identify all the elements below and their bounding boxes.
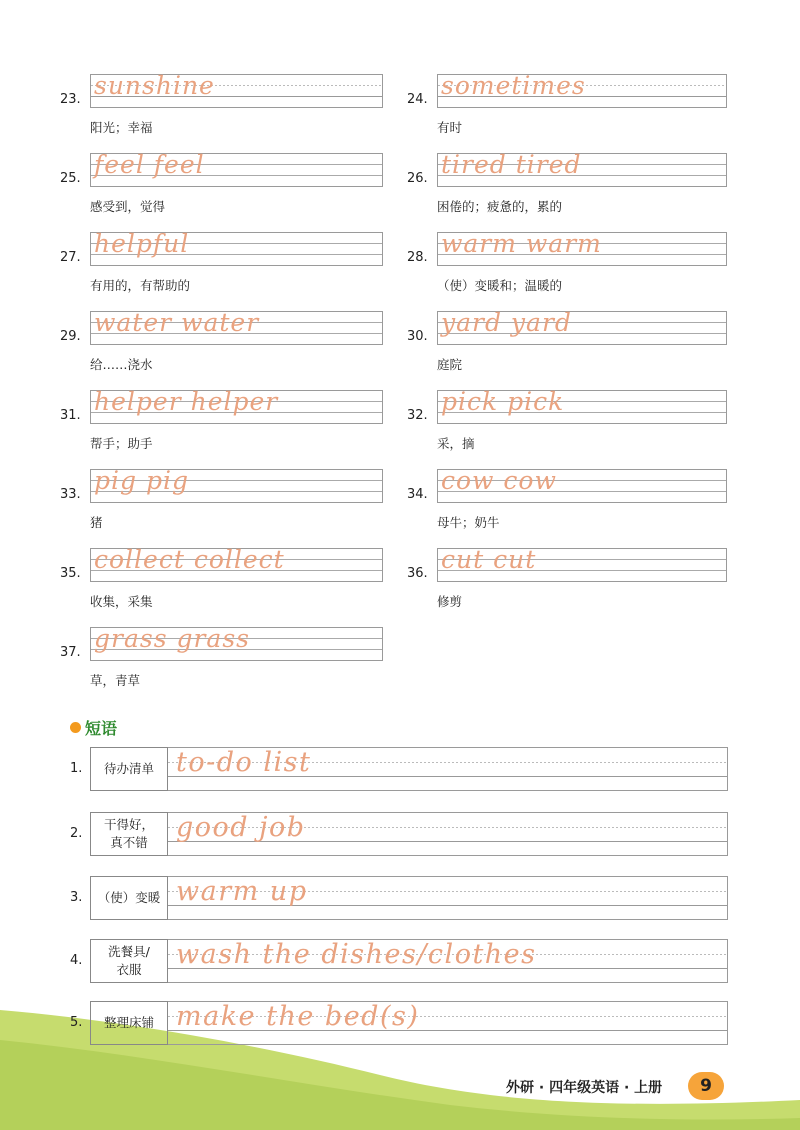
writing-lines — [168, 876, 728, 920]
handwritten-word: helpful — [94, 229, 190, 258]
word-number: 28. — [407, 250, 428, 265]
word-number: 34. — [407, 487, 428, 502]
word-number: 31. — [60, 408, 81, 423]
word-meaning: 采，摘 — [437, 436, 475, 451]
word-item — [407, 308, 737, 383]
writing-lines — [168, 747, 728, 791]
phrase-number: 5. — [70, 1015, 83, 1030]
writing-lines — [90, 71, 383, 108]
writing-lines — [168, 812, 728, 856]
word-item — [60, 545, 390, 620]
word-meaning: 帮手；助手 — [90, 436, 153, 451]
word-item — [60, 466, 390, 541]
writing-lines — [437, 545, 727, 582]
word-meaning: 阳光；幸福 — [90, 120, 153, 135]
writing-lines — [168, 1001, 728, 1045]
word-number: 26. — [407, 171, 428, 186]
word-meaning: 母牛；奶牛 — [437, 515, 500, 530]
phrase-chinese: 干得好， 真不错 — [90, 812, 168, 856]
phrase-chinese: 洗餐具/ 衣服 — [90, 939, 168, 983]
word-meaning: 有时 — [437, 120, 463, 135]
writing-lines — [90, 308, 383, 345]
phrase-chinese: 待办清单 — [90, 747, 168, 791]
word-number: 25. — [60, 171, 81, 186]
writing-lines — [437, 150, 727, 187]
handwritten-phrase: good job — [176, 812, 306, 843]
phrase-chinese: 整理床铺 — [90, 1001, 168, 1045]
word-number: 24. — [407, 92, 428, 107]
word-item — [407, 229, 737, 304]
page-number-badge: 9 — [688, 1072, 724, 1100]
phrase-number: 4. — [70, 953, 83, 968]
writing-lines — [90, 624, 383, 661]
word-meaning: 给……浇水 — [90, 357, 153, 372]
word-meaning: 草，青草 — [90, 673, 141, 688]
word-number: 33. — [60, 487, 81, 502]
handwritten-word: water water — [94, 308, 260, 337]
word-meaning: 修剪 — [437, 594, 463, 609]
handwritten-word: cow cow — [441, 466, 557, 495]
word-item — [60, 387, 390, 462]
section-title: 短语 — [85, 719, 118, 738]
word-item — [60, 229, 390, 304]
phrase-chinese: （使）变暖 — [90, 876, 168, 920]
word-item — [407, 150, 737, 225]
phrase-number: 2. — [70, 826, 83, 841]
handwritten-word: warm warm — [441, 229, 602, 258]
phrase-row — [70, 939, 730, 985]
word-number: 32. — [407, 408, 428, 423]
book-title-footer: 外研 · 四年级英语 · 上册 — [506, 1080, 663, 1096]
handwritten-word: yard yard — [441, 308, 572, 337]
word-item — [60, 624, 390, 699]
phrase-row — [70, 747, 730, 793]
phrase-row — [70, 876, 730, 922]
handwritten-word: pig pig — [94, 466, 189, 495]
word-meaning: 庭院 — [437, 357, 463, 372]
phrase-number: 3. — [70, 890, 83, 905]
handwritten-word: pick pick — [441, 387, 565, 416]
word-number: 36. — [407, 566, 428, 581]
writing-lines — [168, 939, 728, 983]
handwritten-word: sunshine — [94, 71, 215, 100]
word-number: 35. — [60, 566, 81, 581]
phrase-row — [70, 1001, 730, 1047]
handwritten-word: feel feel — [94, 150, 205, 179]
word-number: 29. — [60, 329, 81, 344]
phrase-section-header — [70, 716, 117, 739]
word-meaning: （使）变暖和；温暖的 — [437, 278, 563, 293]
word-number: 30. — [407, 329, 428, 344]
orange-bullet-icon — [70, 722, 81, 733]
word-meaning: 有用的，有帮助的 — [90, 278, 191, 293]
writing-lines — [90, 545, 383, 582]
handwritten-phrase: make the bed(s) — [176, 1001, 420, 1032]
writing-lines — [90, 229, 383, 266]
word-item — [407, 71, 737, 146]
phrase-number: 1. — [70, 761, 83, 776]
word-item — [407, 545, 737, 620]
writing-lines — [437, 466, 727, 503]
word-meaning: 感受到，觉得 — [90, 199, 166, 214]
handwritten-word: sometimes — [441, 71, 586, 100]
writing-lines — [437, 71, 727, 108]
handwritten-phrase: to-do list — [176, 747, 312, 778]
word-meaning: 困倦的；疲惫的，累的 — [437, 199, 563, 214]
writing-lines — [90, 387, 383, 424]
handwritten-word: collect collect — [94, 545, 285, 574]
writing-lines — [90, 150, 383, 187]
writing-lines — [437, 387, 727, 424]
handwritten-phrase: wash the dishes/clothes — [176, 939, 537, 970]
writing-lines — [437, 308, 727, 345]
handwritten-phrase: warm up — [176, 876, 308, 907]
handwritten-word: cut cut — [441, 545, 537, 574]
word-number: 37. — [60, 645, 81, 660]
word-meaning: 收集，采集 — [90, 594, 153, 609]
word-item — [60, 308, 390, 383]
word-number: 27. — [60, 250, 81, 265]
handwritten-word: helper helper — [94, 387, 279, 416]
writing-lines — [437, 229, 727, 266]
writing-lines — [90, 466, 383, 503]
phrase-row — [70, 812, 730, 858]
handwritten-word: tired tired — [441, 150, 582, 179]
word-item — [60, 71, 390, 146]
word-number: 23. — [60, 92, 81, 107]
word-item — [407, 387, 737, 462]
word-item — [60, 150, 390, 225]
word-item — [407, 466, 737, 541]
word-meaning: 猪 — [90, 515, 103, 530]
handwritten-word: grass grass — [94, 624, 250, 653]
